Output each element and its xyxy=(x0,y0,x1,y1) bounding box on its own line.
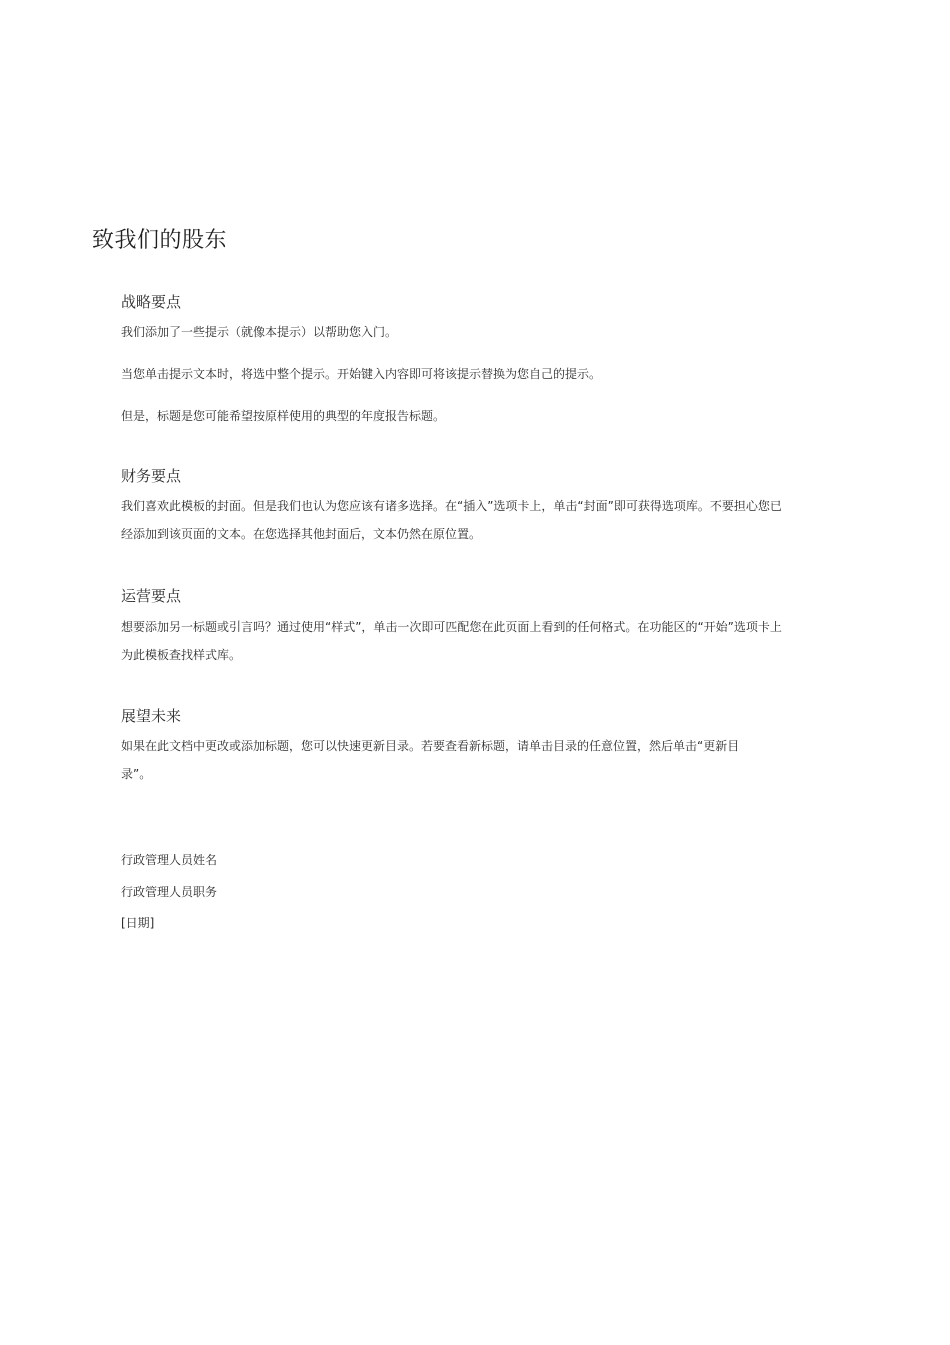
paragraph: 但是，标题是您可能希望按原样使用的典型的年度报告标题。 xyxy=(121,409,446,423)
executive-title: 行政管理人员职务 xyxy=(121,885,218,899)
paragraph: 当您单击提示文本时，将选中整个提示。开始键入内容即可将该提示替换为您自己的提示。 xyxy=(121,367,602,381)
section-heading-strategy: 战略要点 xyxy=(121,293,182,311)
paragraph: 如果在此文档中更改或添加标题，您可以快速更新目录。若要查看新标题，请单击目录的任意位置，然后单击“更新目录”。 xyxy=(121,739,740,781)
document-title: 致我们的股东 xyxy=(92,228,228,253)
executive-name: 行政管理人员姓名 xyxy=(121,853,218,867)
paragraph: 想要添加另一标题或引言吗？通过使用“样式”，单击一次即可匹配您在此页面上看到的任何格式。在功能区的“开始”选项卡上为此模板查找样式库。 xyxy=(121,620,782,662)
date-placeholder: [日期] xyxy=(121,916,155,930)
section-heading-financial: 财务要点 xyxy=(121,467,182,485)
section-heading-operations: 运营要点 xyxy=(121,587,182,605)
section-heading-outlook: 展望未来 xyxy=(121,707,182,725)
paragraph: 我们添加了一些提示（就像本提示）以帮助您入门。 xyxy=(121,325,398,339)
paragraph: 我们喜欢此模板的封面。但是我们也认为您应该有诸多选择。在“插入”选项卡上，单击“封面”即可获得选项库。不要担心您已经添加到该页面的文本。在您选择其他封面后，文本仍然在原位置。 xyxy=(121,499,782,541)
